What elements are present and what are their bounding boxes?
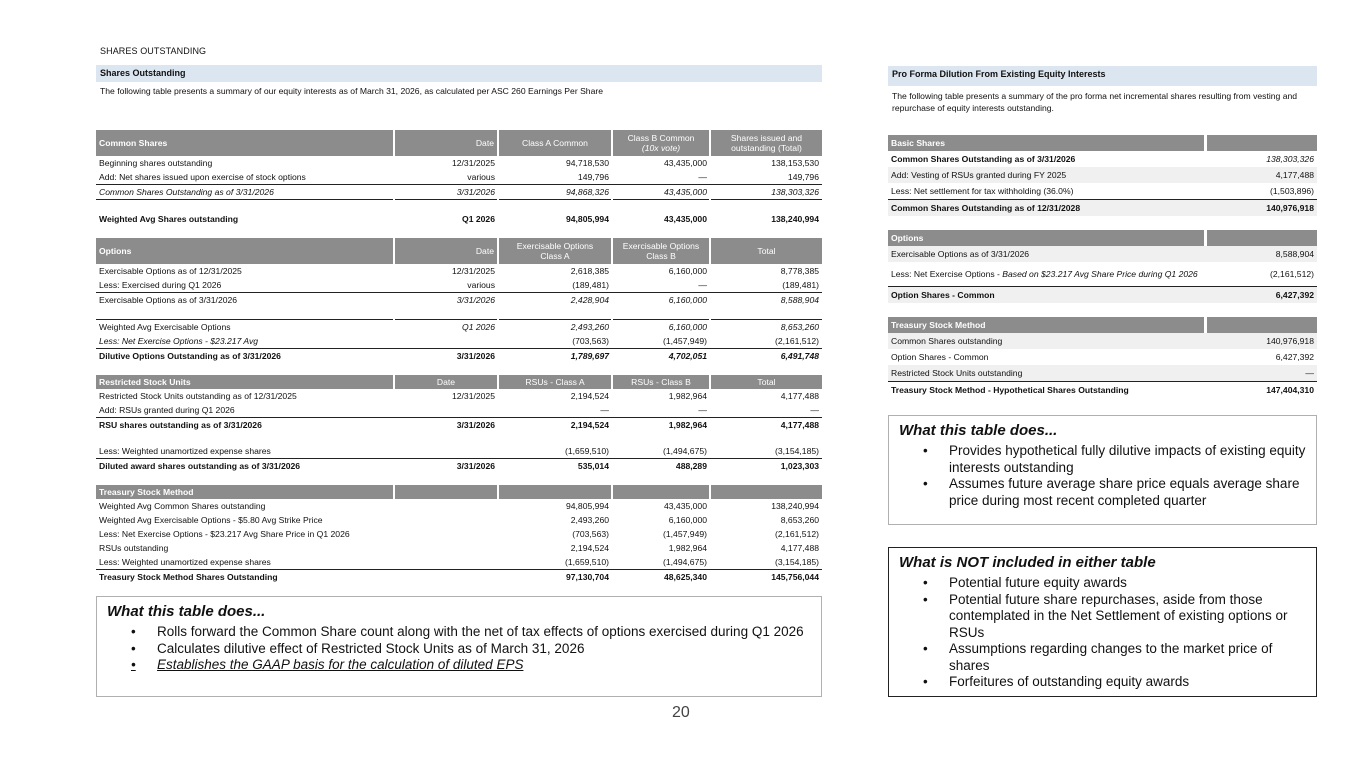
basic-shares-header-row: Basic Shares [888,135,1317,151]
common-shares-header-row [96,130,822,156]
slide-title: SHARES OUTSTANDING [100,46,207,56]
table-row: Weighted Avg Exercisable Options - $5.80 Avg Strike Price 2,493,260 6,160,000 8,653,260 [99,514,819,525]
right-note2-title: What is NOT included in either table [899,554,1156,571]
list-item: • Potential future equity awards [923,575,1127,590]
table-row: Diluted award shares outstanding as of 3/31/2026 3/31/2026 535,014 488,289 1,023,303 [99,460,819,471]
table-row: Treasury Stock Method Shares Outstanding 97,130,704 48,625,340 145,756,044 [99,571,819,582]
table-row: Weighted Avg Exercisable Options Q1 2026 2,493,260 6,160,000 8,653,260 [99,321,819,332]
page-number: 20 [672,704,690,721]
left-note-box [96,596,822,697]
date-column-header: Date [394,130,498,156]
table-row: Less: Net settlement for tax withholding (36.0%) (1,503,896) [888,183,1317,200]
table-row: RSUs outstanding 2,194,524 1,982,964 4,177,488 [99,542,819,553]
table-row: Weighted Avg Common Shares outstanding 94,805,994 43,435,000 138,240,994 [99,500,819,511]
table-row: Beginning shares outstanding 12/31/2025 94,718,530 43,435,000 138,153,530 [99,157,819,168]
table-row: RSU shares outstanding as of 3/31/2026 3/31/2026 2,194,524 1,982,964 4,177,488 [99,419,819,430]
table-row: Common Shares Outstanding as of 3/31/2026 138,303,326 [891,153,1314,164]
list-item: • Forfeitures of outstanding equity awards [923,674,1190,689]
right-note-box-what-it-does [888,415,1317,525]
class-a-column-header: Class A Common [498,130,612,156]
total-column-header: Shares issued and outstanding (Total) [710,130,822,156]
table-row: Add: Vesting of RSUs granted during FY 2025 4,177,488 [888,167,1317,183]
left-note-title: What this table does... [107,603,266,620]
right-section-header: Pro Forma Dilution From Existing Equity Interests [888,66,1317,86]
table-row: Exercisable Options as of 3/31/2026 3/31/2026 2,428,904 6,160,000 8,588,904 [99,294,819,305]
table-row: Less: Weighted unamortized expense shares (1,659,510) (1,494,675) (3,154,185) [96,555,822,570]
common-shares-header-label: Common Shares [96,130,394,156]
table-row: Add: RSUs granted during Q1 2026 — — — [96,403,822,418]
list-item: • Provides hypothetical fully dilutive impacts of existing equity interests outstanding [923,443,1306,475]
table-row: Dilutive Options Outstanding as of 3/31/2026 3/31/2026 1,789,697 4,702,051 6,491,748 [99,350,819,361]
weighted-avg-shares-row: Weighted Avg Shares outstanding Q1 2026 94,805,994 43,435,000 138,240,994 [99,213,819,224]
table-row: Less: Exercised during Q1 2026 various (189,481) — (189,481) [96,278,822,293]
right-note-box-not-included [888,547,1317,697]
list-item: • Establishes the GAAP basis for the calculation of diluted EPS [131,657,524,672]
table-row: Common Shares Outstanding as of 12/31/2028 140,976,918 [888,200,1317,217]
options-header-row: Options Date Exercisable Options Class A Exercisable Options Class B Total [96,238,822,264]
list-item: • Rolls forward the Common Share count along with the net of tax effects of options exercised during Q1 2026 [131,624,804,639]
table-row: Option Shares - Common 6,427,392 [891,351,1314,362]
left-section-header: Shares Outstanding [96,65,822,82]
options-header-row: Options [888,230,1317,246]
table-row: Common Shares outstanding 140,976,918 [888,333,1317,349]
table-row: Less: Net Exercise Options - Based on $23.217 Avg Share Price during Q1 2026 (2,161,512) [888,262,1317,287]
table-row: Common Shares Outstanding as of 3/31/2026 3/31/2026 94,868,326 43,435,000 138,303,326 [96,185,822,200]
table-row: Restricted Stock Units outstanding as of 12/31/2025 12/31/2025 2,194,524 1,982,964 4,177,488 [99,390,819,401]
right-intro-text: The following table presents a summary of the pro forma net incremental shares resulting from vesting and repurchase of equity interests outstanding. [892,91,1298,113]
list-item: • Calculates dilutive effect of Restricted Stock Units as of March 31, 2026 [131,640,585,656]
right-note-title: What this table does... [899,422,1058,439]
tsm-header-row: Treasury Stock Method [888,317,1317,333]
list-item: • Potential future share repurchases, aside from those contemplated in the Net Settlement of existing options or RSUs [923,591,1288,640]
class-b-column-header: Class B Common (10x vote) [612,130,710,156]
tsm-header-row: Treasury Stock Method [96,485,822,499]
table-row: Exercisable Options as of 12/31/2025 12/31/2025 2,618,385 6,160,000 8,778,385 [99,265,819,276]
shares-outstanding-table [96,130,822,584]
table-row: Less: Weighted unamortized expense shares (1,659,510) (1,494,675) (3,154,185) [96,444,822,459]
table-row: Less: Net Exercise Options - $23.217 Avg Share Price in Q1 2026 (703,563) (1,457,949) (2,161,512) [99,528,819,539]
table-row: Add: Net shares issued upon exercise of stock options various 149,796 — 149,796 [96,170,822,185]
table-row: Exercisable Options as of 3/31/2026 8,588,904 [888,246,1317,262]
left-note-list [107,624,811,674]
table-row: Treasury Stock Method - Hypothetical Shares Outstanding 147,404,310 [891,384,1314,395]
rsu-header-row: Restricted Stock Units Date RSUs - Class A RSUs - Class B Total [96,375,822,389]
list-item: • Assumes future average share price equals average share price during most recent completed quarter [923,476,1300,508]
table-row: Option Shares - Common 6,427,392 [888,287,1317,304]
table-row: Less: Net Exercise Options - $23.217 Avg (703,563) (1,457,949) (2,161,512) [96,334,822,349]
table-row: Restricted Stock Units outstanding — [888,365,1317,382]
list-item: • Assumptions regarding changes to the market price of shares [923,641,1273,673]
pro-forma-table [888,135,1317,398]
left-intro-text: The following table presents a summary of our equity interests as of March 31, 2026, as calculated per ASC 260 Earnings Per Share [100,86,604,96]
